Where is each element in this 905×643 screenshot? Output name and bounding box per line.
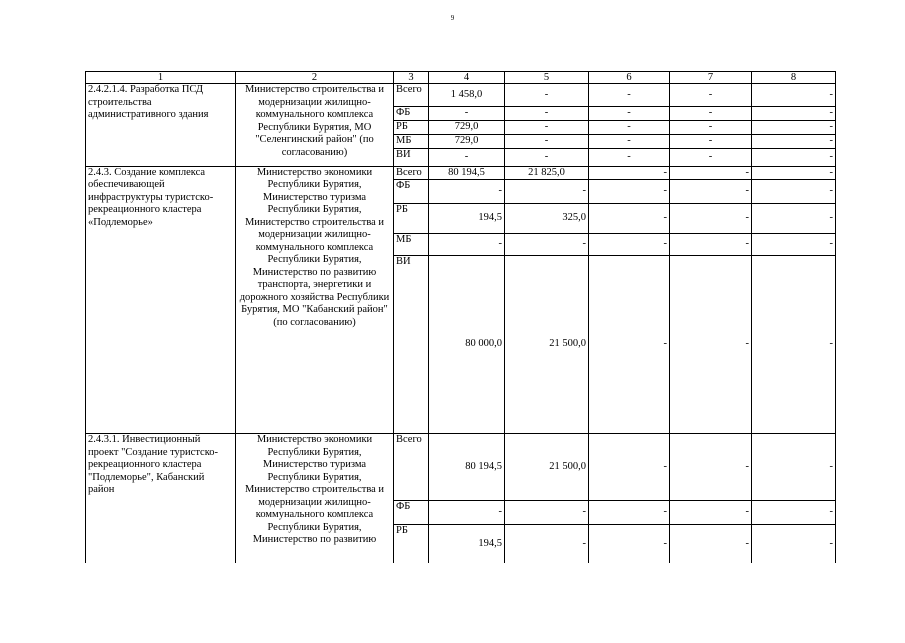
value-cell: 80 000,0 xyxy=(429,256,505,434)
value-cell: - xyxy=(752,107,836,121)
item-name: 2.4.3. Создание комплекса обеспечивающей инфраструктуры туристско-рекреационного кластера «Подлеморье» xyxy=(86,166,236,434)
value-cell: - xyxy=(505,525,589,565)
header-cell: 8 xyxy=(752,72,836,84)
value-cell: - xyxy=(670,204,752,234)
value-cell: - xyxy=(589,501,670,525)
value-cell: - xyxy=(670,434,752,501)
value-cell: - xyxy=(670,148,752,166)
value-cell: 80 194,5 xyxy=(429,434,505,501)
item-name: 2.4.2.1.4. Разработка ПСД строительства административного здания xyxy=(86,84,236,167)
source-label: ВИ xyxy=(394,148,429,166)
value-cell: - xyxy=(429,107,505,121)
page-number: 9 xyxy=(450,14,455,22)
header-cell: 6 xyxy=(589,72,670,84)
value-cell: - xyxy=(589,84,670,107)
source-label: РБ xyxy=(394,204,429,234)
item-name: 2.4.3.1. Инвестиционный проект "Создание туристско-рекреационного кластера "Подлеморье", Кабанский район xyxy=(86,434,236,565)
value-cell: - xyxy=(505,501,589,525)
value-cell: - xyxy=(429,180,505,204)
table-row xyxy=(86,434,836,501)
executor-cell: Министерство экономики Республики Бурятия, Министерство туризма Республики Бурятия, Министерство строительства и модернизации жилищно-коммунального комплекса Республики Бурятия, Министерство по развитию xyxy=(236,434,394,565)
value-cell: - xyxy=(505,234,589,256)
table-row xyxy=(86,166,836,180)
value-cell: - xyxy=(589,120,670,134)
value-cell: - xyxy=(670,120,752,134)
value-cell: - xyxy=(429,148,505,166)
value-cell: - xyxy=(752,204,836,234)
value-cell: 325,0 xyxy=(505,204,589,234)
value-cell: - xyxy=(752,234,836,256)
value-cell: - xyxy=(670,107,752,121)
value-cell: - xyxy=(752,134,836,148)
source-label: РБ xyxy=(394,120,429,134)
value-cell: - xyxy=(752,501,836,525)
source-label: Всего xyxy=(394,434,429,501)
source-label: ФБ xyxy=(394,107,429,121)
value-cell: 21 500,0 xyxy=(505,434,589,501)
source-label: МБ xyxy=(394,134,429,148)
value-cell: - xyxy=(670,84,752,107)
value-cell: - xyxy=(670,256,752,434)
value-cell: - xyxy=(505,107,589,121)
header-cell: 1 xyxy=(86,72,236,84)
value-cell: - xyxy=(752,180,836,204)
value-cell: - xyxy=(670,525,752,565)
value-cell: 80 194,5 xyxy=(429,166,505,180)
value-cell: - xyxy=(589,148,670,166)
source-label: Всего xyxy=(394,166,429,180)
value-cell: - xyxy=(589,166,670,180)
value-cell: - xyxy=(670,234,752,256)
header-cell: 3 xyxy=(394,72,429,84)
header-cell: 2 xyxy=(236,72,394,84)
header-cell: 4 xyxy=(429,72,505,84)
value-cell: - xyxy=(589,107,670,121)
source-label: МБ xyxy=(394,234,429,256)
source-label: Всего xyxy=(394,84,429,107)
value-cell: - xyxy=(589,525,670,565)
source-label: ФБ xyxy=(394,501,429,525)
value-cell: - xyxy=(589,234,670,256)
value-cell: 21 825,0 xyxy=(505,166,589,180)
value-cell: 729,0 xyxy=(429,134,505,148)
value-cell: - xyxy=(752,148,836,166)
value-cell: - xyxy=(752,256,836,434)
value-cell: - xyxy=(752,120,836,134)
header-cell: 5 xyxy=(505,72,589,84)
value-cell: - xyxy=(670,501,752,525)
value-cell: 194,5 xyxy=(429,525,505,565)
source-label: РБ xyxy=(394,525,429,565)
value-cell: - xyxy=(752,84,836,107)
value-cell: 194,5 xyxy=(429,204,505,234)
source-label: ФБ xyxy=(394,180,429,204)
table-header-row xyxy=(86,72,836,84)
budget-table xyxy=(85,71,836,565)
header-cell: 7 xyxy=(670,72,752,84)
value-cell: 729,0 xyxy=(429,120,505,134)
value-cell: - xyxy=(505,134,589,148)
source-label: ВИ xyxy=(394,256,429,434)
value-cell: - xyxy=(505,120,589,134)
value-cell: - xyxy=(670,166,752,180)
executor-cell: Министерство экономики Республики Бурятия, Министерство туризма Республики Бурятия, Министерство строительства и модернизации жилищно-коммунального комплекса Республики Бурятия, Министерство по развитию транспорта, энергетики и дорожного хозяйства Республики Бурятия, МО "Кабанский район" (по согласованию) xyxy=(236,166,394,434)
value-cell: - xyxy=(589,180,670,204)
value-cell: - xyxy=(589,204,670,234)
value-cell: - xyxy=(752,434,836,501)
table-row xyxy=(86,84,836,107)
value-cell: - xyxy=(670,134,752,148)
value-cell: - xyxy=(752,166,836,180)
value-cell: - xyxy=(429,234,505,256)
executor-cell: Министерство строительства и модернизации жилищно-коммунального комплекса Республики Бурятия, МО "Селенгинский район" (по согласованию) xyxy=(236,84,394,167)
value-cell: - xyxy=(505,84,589,107)
value-cell: - xyxy=(589,434,670,501)
value-cell: - xyxy=(505,148,589,166)
value-cell: - xyxy=(429,501,505,525)
value-cell: 21 500,0 xyxy=(505,256,589,434)
page-bottom-mask xyxy=(0,563,905,643)
value-cell: 1 458,0 xyxy=(429,84,505,107)
value-cell: - xyxy=(589,134,670,148)
value-cell: - xyxy=(589,256,670,434)
value-cell: - xyxy=(752,525,836,565)
value-cell: - xyxy=(505,180,589,204)
value-cell: - xyxy=(670,180,752,204)
